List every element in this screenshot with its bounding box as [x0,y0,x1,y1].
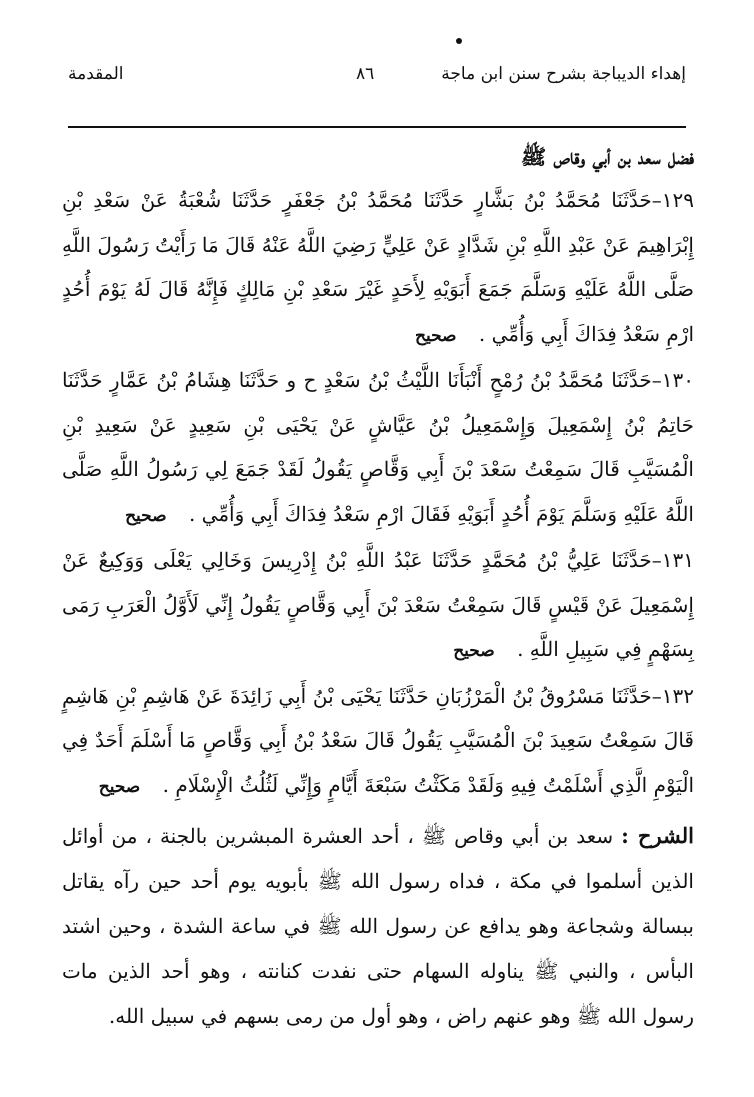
header-section-name: المقدمة [68,64,124,84]
commentary-label: الشرح : [621,823,695,848]
hadith-131 [62,538,694,674]
page-header [68,64,686,94]
header-book-title: إهداء الديباجة بشرح سنن ابن ماجة [441,64,686,84]
hadith-grade: صحيح [453,641,495,661]
hadith-text: ١٣١–حَدَّثَنَا عَلِيُّ بْنُ مُحَمَّدٍ حَدَّثَنَا عَبْدُ اللَّهِ بْنُ إِدْرِيسَ وَخَالِي يَعْلَى وَوَكِيعٌ عَنْ إِسْمَعِيلَ عَنْ قَيْسٍ قَالَ سَمِعْتُ سَعْدَ بْنَ أَبِي وَقَّاصٍ يَقُولُ إِنِّي لَأَوَّلُ الْعَرَبِ رَمَى بِسَهْمٍ فِي سَبِيلِ اللَّهِ . [62,548,694,661]
hadith-129 [62,178,694,358]
commentary [62,813,694,1039]
top-dot-mark [456,38,462,44]
page-number: ٨٦ [356,64,375,84]
hadith-text: ١٣٢–حَدَّثَنَا مَسْرُوقُ بْنُ الْمَرْزُبَانِ حَدَّثَنَا يَحْيَى بْنُ أَبِي زَائِدَةَ عَنْ هَاشِمِ بْنِ هَاشِمٍ قَالَ سَمِعْتُ سَعِيدَ بْنَ الْمُسَيَّبِ يَقُولُ قَالَ سَعْدُ بْنُ أَبِي وَقَّاصٍ مَا أَسْلَمَ أَحَدٌ فِي الْيَوْمِ الَّذِي أَسْلَمْتُ فِيهِ وَلَقَدْ مَكَثْتُ سَبْعَةَ أَيَّامٍ وَإِنِّي لَثُلُثُ الْإِسْلَامِ . [62,683,694,797]
hadith-132 [62,674,694,810]
commentary-text: سعد بن أبي وقاص ﷺ ، أحد العشرة المبشرين بالجنة ، من أوائل الذين أسلموا في مكة ، فداه رسول الله ﷺ بأبويه يوم أحد حين رآه يقاتل ببسالة وشجاعة وهو يدافع عن رسول الله ﷺ في ساعة الشدة ، وحين اشتد البأس ، والنبي ﷺ يناوله السهام حتى نفدت كنانته ، وهو أحد الذين مات رسول الله ﷺ وهو عنهم راض ، وهو أول من رمى بسهم في سبيل الله. [62,824,694,1028]
hadith-130 [62,358,694,538]
section-heading: فضل سعد بن أبي وقاص ﷺ [520,144,694,169]
page-body [62,140,694,1039]
hadith-text: ١٣٠–حَدَّثَنَا مُحَمَّدُ بْنُ رُمْحٍ أَنْبَأَنَا اللَّيْثُ بْنُ سَعْدٍ ح و حَدَّثَنَا هِشَامُ بْنُ عَمَّارٍ حَدَّثَنَا حَاتِمُ بْنُ إِسْمَعِيلَ وَإِسْمَعِيلُ بْنُ عَيَّاشٍ عَنْ يَحْيَى بْنِ سَعِيدٍ عَنْ سَعِيدِ بْنِ الْمُسَيَّبِ قَالَ سَمِعْتُ سَعْدَ بْنَ أَبِي وَقَّاصٍ يَقُولُ لَقَدْ جَمَعَ لِي رَسُولُ اللَّهِ صَلَّى اللَّهُ عَلَيْهِ وَسَلَّمَ يَوْمَ أُحُدٍ أَبَوَيْهِ فَقَالَ ارْمِ سَعْدُ فِدَاكَ أَبِي وَأُمِّي . [62,368,694,526]
hadith-grade: صحيح [414,325,457,346]
hadith-grade: صحيح [98,776,141,797]
hadith-grade: صحيح [125,505,167,526]
hadith-text: ١٢٩–حَدَّثَنَا مُحَمَّدُ بْنُ بَشَّارٍ حَدَّثَنَا مُحَمَّدُ بْنُ جَعْفَرٍ حَدَّثَنَا شُعْبَةُ عَنْ سَعْدِ بْنِ إِبْرَاهِيمَ عَنْ عَبْدِ اللَّهِ بْنِ شَدَّادٍ عَنْ عَلِيٍّ رَضِيَ اللَّهُ عَنْهُ قَالَ مَا رَأَيْتُ رَسُولَ اللَّهِ صَلَّى اللَّهُ عَلَيْهِ وَسَلَّمَ جَمَعَ أَبَوَيْهِ لِأَحَدٍ غَيْرَ سَعْدِ بْنِ مَالِكٍ فَإِنَّهُ قَالَ لَهُ يَوْمَ أُحُدٍ ارْمِ سَعْدُ فِدَاكَ أَبِي وَأُمِّي . [62,188,694,346]
header-rule [68,126,686,128]
